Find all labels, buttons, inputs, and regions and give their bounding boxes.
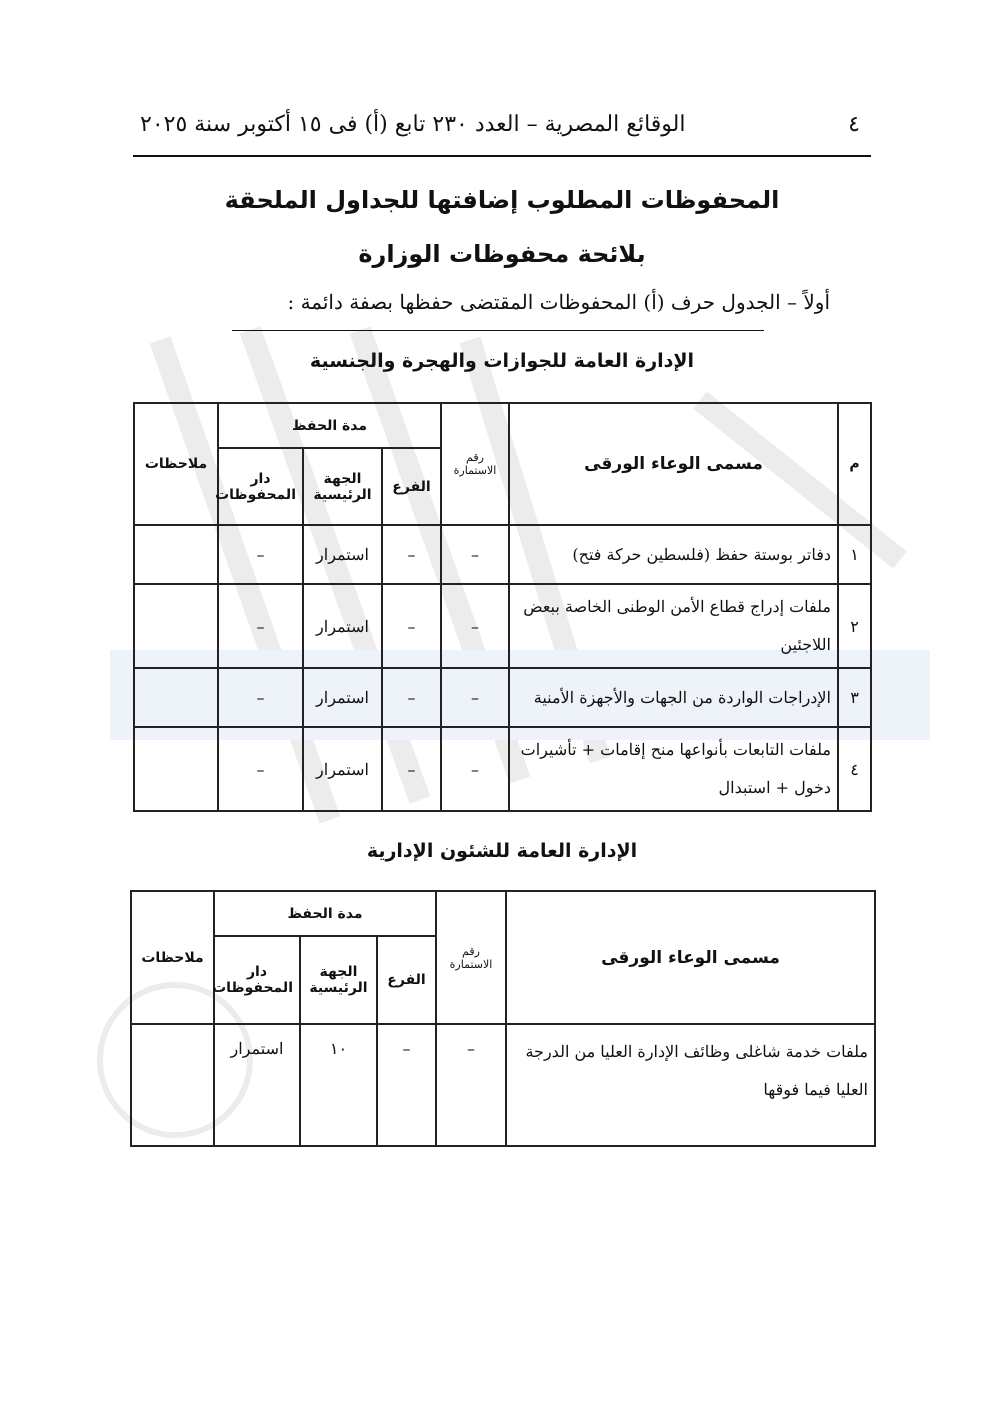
cell-notes bbox=[134, 584, 218, 668]
cell-archive: – bbox=[218, 668, 303, 727]
publication-info: الوقائع المصرية – العدد ٢٣٠ تابع (أ) فى ١٥ أكتوبر سنة ٢٠٢٥ bbox=[140, 112, 686, 137]
cell-num: ٢ bbox=[838, 584, 871, 668]
document-title-line2: بلائحة محفوظات الوزارة bbox=[358, 240, 646, 268]
col-name: مسمى الوعاء الورقى bbox=[506, 891, 875, 1024]
col-notes: ملاحظات bbox=[134, 403, 218, 525]
section-heading-1: الإدارة العامة للجوازات والهجرة والجنسية bbox=[309, 350, 695, 372]
cell-branch: – bbox=[382, 668, 441, 727]
cell-main: استمرار bbox=[303, 727, 382, 811]
cell-branch: – bbox=[382, 584, 441, 668]
document-title: المحفوظات المطلوب إضافتها للجداول الملحقة bbox=[224, 186, 780, 214]
cell-num: ٣ bbox=[838, 668, 871, 727]
cell-main: استمرار bbox=[303, 584, 382, 668]
col-main: الجهة الرئيسية bbox=[303, 448, 382, 525]
col-form: رقم الاستمارة bbox=[436, 891, 506, 1024]
col-name: مسمى الوعاء الورقى bbox=[509, 403, 838, 525]
cell-branch: – bbox=[377, 1024, 436, 1146]
cell-form: – bbox=[441, 668, 509, 727]
cell-form: – bbox=[441, 727, 509, 811]
col-main: الجهة الرئيسية bbox=[300, 936, 377, 1024]
cell-main: ١٠ bbox=[300, 1024, 377, 1146]
cell-form: – bbox=[441, 525, 509, 584]
schedule-subtitle: أولاً – الجدول حرف (أ) المحفوظات المقتضى حفظها بصفة دائمة : bbox=[287, 290, 830, 314]
cell-name: الإدراجات الواردة من الجهات والأجهزة الأمنية bbox=[509, 668, 838, 727]
col-archive: دار المحفوظات bbox=[214, 936, 300, 1024]
cell-archive: – bbox=[218, 525, 303, 584]
col-period: مدة الحفظ bbox=[214, 891, 436, 936]
cell-notes bbox=[134, 525, 218, 584]
col-period: مدة الحفظ bbox=[218, 403, 441, 448]
cell-name: ملفات التابعات بأنواعها منح إقامات + تأشيرات دخول + استبدال bbox=[509, 727, 838, 811]
cell-main: استمرار bbox=[303, 668, 382, 727]
table-row bbox=[134, 525, 871, 584]
cell-archive: استمرار bbox=[214, 1024, 300, 1146]
cell-branch: – bbox=[382, 525, 441, 584]
col-branch: الفرع bbox=[382, 448, 441, 525]
cell-name: دفاتر بوستة حفظ (فلسطين حركة فتح) bbox=[509, 525, 838, 584]
cell-form: – bbox=[436, 1024, 506, 1146]
cell-archive: – bbox=[218, 727, 303, 811]
page-number: ٤ bbox=[848, 112, 860, 137]
col-num: م bbox=[838, 403, 871, 525]
cell-archive: – bbox=[218, 584, 303, 668]
col-notes: ملاحظات bbox=[131, 891, 214, 1024]
cell-name: ملفات إدراج قطاع الأمن الوطنى الخاصة ببعض اللاجئين bbox=[509, 584, 838, 668]
cell-num: ١ bbox=[838, 525, 871, 584]
table-row bbox=[131, 1024, 875, 1146]
page-header bbox=[140, 112, 860, 137]
cell-branch: – bbox=[382, 727, 441, 811]
table-admin-affairs bbox=[130, 890, 876, 1147]
table-row bbox=[134, 584, 871, 668]
col-form: رقم الاستمارة bbox=[441, 403, 509, 525]
table-row bbox=[134, 727, 871, 811]
subtitle-underline bbox=[232, 330, 764, 331]
cell-name: ملفات خدمة شاغلى وظائف الإدارة العليا من الدرجة العليا فيما فوقها bbox=[506, 1024, 875, 1146]
cell-notes bbox=[131, 1024, 214, 1146]
cell-notes bbox=[134, 668, 218, 727]
col-archive: دار المحفوظات bbox=[218, 448, 303, 525]
table-passports bbox=[133, 402, 872, 812]
cell-num: ٤ bbox=[838, 727, 871, 811]
table-row bbox=[134, 668, 871, 727]
cell-form: – bbox=[441, 584, 509, 668]
section-heading-2: الإدارة العامة للشئون الإدارية bbox=[366, 840, 638, 862]
cell-notes bbox=[134, 727, 218, 811]
col-branch: الفرع bbox=[377, 936, 436, 1024]
cell-main: استمرار bbox=[303, 525, 382, 584]
header-divider bbox=[133, 155, 871, 157]
